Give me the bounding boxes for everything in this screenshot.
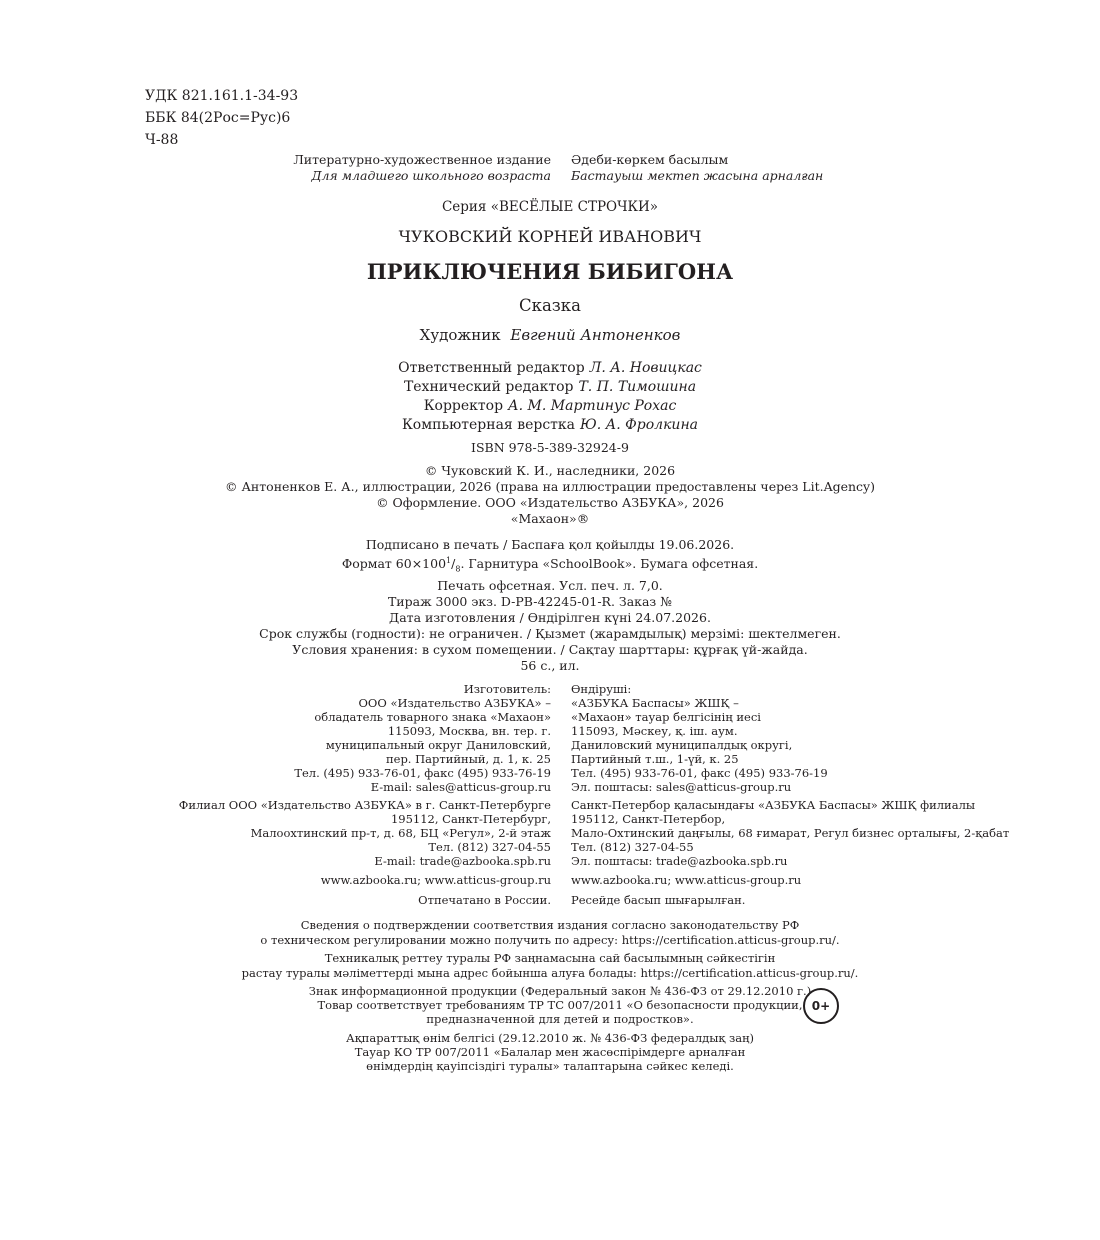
illustrator-role: Художник [419,326,501,344]
circulation-line: Тираж 3000 экз. D-PB-42245-01-R. Заказ № [387,593,673,609]
copyright-line: © Чуковский К. И., наследники, 2026 [424,463,676,478]
illustrator-name: Евгений Антоненков [510,326,681,344]
printed-in-kz: Ресейде басып шығарылған. [571,893,746,907]
page-count: 56 с., ил. [520,658,580,673]
credit-line: Корректор А. М. Мартинус Рохас [423,398,677,414]
trademark-line: «Махаон»® [510,511,590,526]
info-product-kz: Ақпараттық өнім белгісі (29.12.2010 ж. № 436-ФЗ федералдық заң) Тауар КО ТР 007/2011 «Балалар мен жасөспірімдерге арналған өнімдердің қауіпсіздігі туралы» талаптарына сәйкес келеді. [346,1031,754,1073]
age-rating-icon: 0+ [803,988,839,1024]
author-code: Ч-88 [145,132,179,148]
edition-type-kz: Әдеби-көркем басылым [571,152,729,167]
copyright-line: © Оформление. ООО «Издательство АЗБУКА», 2026 [376,495,724,510]
credit-line: Ответственный редактор Л. А. Новицкас [398,360,702,376]
age-group-ru: Для младшего школьного возраста [311,168,551,183]
storage-conditions: Условия хранения: в сухом помещении. / Сақтау шарттары: құрғақ үй-жайда. [292,641,808,657]
printed-in-ru: Отпечатано в России. [418,893,551,907]
book-title: ПРИКЛЮЧЕНИЯ БИБИГОНА [366,259,734,284]
udk-code: УДК 821.161.1-34-93 [145,88,299,104]
credits-block [0,359,1100,435]
series: Серия «ВЕСЁЛЫЕ СТРОЧКИ» [441,199,659,215]
credit-line: Компьютерная верстка Ю. А. Фролкина [401,417,699,433]
certification-kz: Техникалық реттеу туралы РФ заңнамасына сай басылымның сәйкестігін растау туралы мәліметтерді мына адрес бойынша алуға болады: https://certification.atticus-group.ru/. [241,951,859,980]
shelf-life: Срок службы (годности): не ограничен. / Қызмет (жарамдылық) мерзімі: шектелмеген. [259,625,841,641]
isbn: ISBN 978-5-389-32924-9 [471,440,629,455]
copyright-line: © Антоненков Е. А., иллюстрации, 2026 (права на иллюстрации предоставлены через Lit.Agency) [224,479,875,494]
illustrator-credit [0,326,1100,344]
edition-type-ru: Литературно-художественное издание [293,152,551,167]
signed-to-print: Подписано в печать / Баспаға қол қойылды 19.06.2026. [365,537,735,552]
age-group-kz: Бастауыш мектеп жасына арналған [571,168,824,183]
bbk-code: ББК 84(2Рос=Рус)6 [145,110,291,126]
websites-kz: www.azbooka.ru; www.atticus-group.ru [571,873,802,887]
copyright-block [0,463,1100,527]
printing-line: Печать офсетная. Усл. печ. л. 7,0. [437,577,663,593]
book-author: ЧУКОВСКИЙ КОРНЕЙ ИВАНОВИЧ [398,227,702,246]
credit-line: Технический редактор Т. П. Тимошина [403,379,697,395]
book-genre: Сказка [519,296,581,315]
branch-kz: Санкт-Петербор қаласындағы «АЗБУКА Баспасы» ЖШҚ филиалы 195112, Санкт-Петербор, Мало-Охтинский даңғылы, 68 ғимарат, Регул бизнес орталығы, 2-қабат Тел. (812) 327-04-55 Эл. поштасы: trade@azbooka.spb.ru [571,798,1010,868]
certification-ru: Сведения о подтверждении соответствия издания согласно законодательству РФ о техническом регулировании можно получить по адресу: https://certification.atticus-group.ru/. [260,918,840,947]
manufacturer-ru: Изготовитель: ООО «Издательство АЗБУКА» – обладатель товарного знака «Махаон» 115093, Москва, вн. тер. г. муниципальный округ Даниловский, пер. Партийный, д. 1, к. 25 Тел. (495) 933-76-01, факс (495) 933-76-19 E-mail: sales@atticus-group.ru [294,682,551,794]
info-product-ru: Знак информационной продукции (Федеральный закон № 436-ФЗ от 29.12.2010 г.) Товар соответствует требованиям ТР ТС 007/2011 «О безопасности продукции, предназначенной для детей и подростков». [308,984,812,1026]
print-info-block [0,537,1100,658]
format-line: Формат $60\times 100^1/_8$. Гарнитура «SchoolBook». Бумага офсетная. [341,556,759,574]
branch-ru: Филиал ООО «Издательство АЗБУКА» в г. Санкт-Петербурге 195112, Санкт-Петербург, Малоохтинский пр-т, д. 68, БЦ «Регул», 2-й этаж Тел. (812) 327-04-55 E-mail: trade@azbooka.spb.ru [178,798,551,868]
websites-ru: www.azbooka.ru; www.atticus-group.ru [320,873,551,887]
manufacture-date: Дата изготовления / Өндірілген күні 24.07.2026. [389,609,711,625]
manufacturer-kz: Өндіруші: «АЗБУКА Баспасы» ЖШҚ – «Махаон» тауар белгісінің иесі 115093, Мәскеу, қ. іш. аум. Даниловский муниципалдық округі, Партийный т.ш., 1-үй, к. 25 Тел. (495) 933-76-01, факс (495) 933-76-19 Эл. поштасы: sales@atticus-group.ru [571,682,828,794]
